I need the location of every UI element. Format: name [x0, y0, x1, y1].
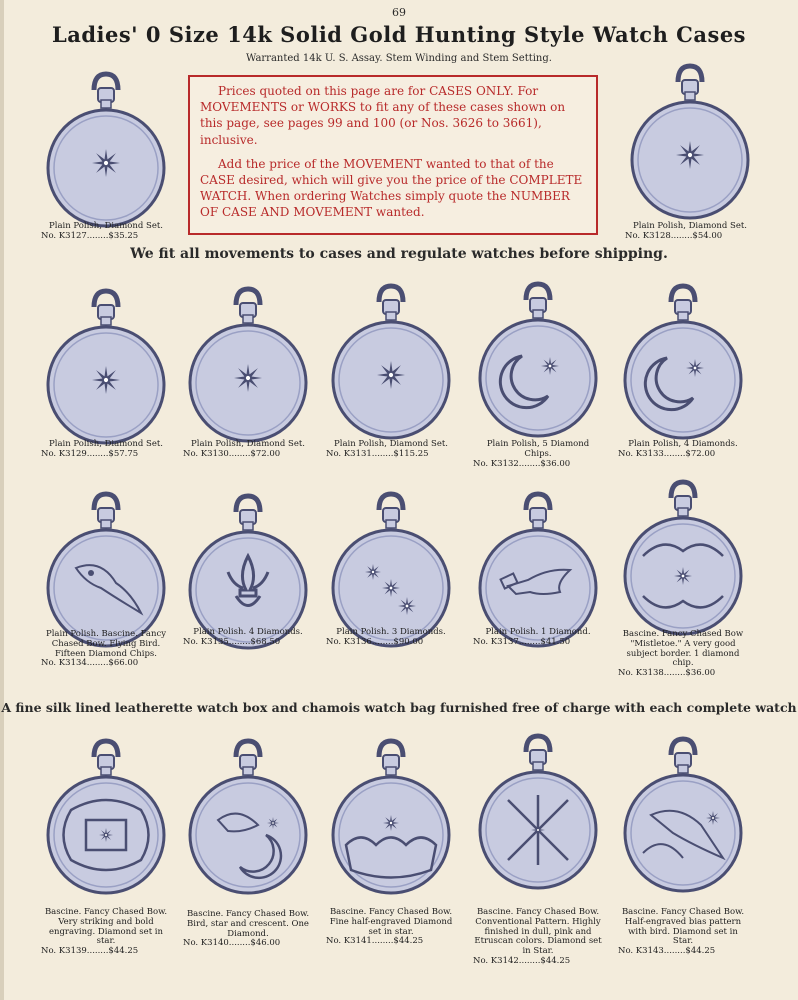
- watch-description: Bascine. Fancy Chased Bow. Half-engraved bias pattern with bird. Diamond set in Star.: [621, 907, 745, 947]
- watch-caption: [473, 440, 603, 469]
- watch-description: Plain Polish, Diamond Set.: [49, 439, 163, 449]
- watch-number-price: No. K3134........$66.00: [41, 658, 139, 669]
- watch-case-image: [331, 280, 451, 440]
- watch-description: Plain Polish. 3 Diamonds.: [336, 627, 446, 637]
- watch-case-image: [46, 488, 166, 648]
- watch-number-price: No. K3137........$41.50: [473, 636, 571, 647]
- page-number: 69: [392, 6, 406, 19]
- watch-description: Bascine. Fancy Chased Bow. Fine half-engraved Diamond set in star.: [329, 907, 453, 937]
- watch-number-price: No. K3127........$35.25: [41, 230, 139, 241]
- watch-caption: [473, 628, 603, 648]
- watch-case-image: [623, 733, 743, 893]
- watch-case-image: [630, 60, 750, 220]
- page-edge-shadow: [0, 0, 4, 1000]
- page-subtitle: Warranted 14k U. S. Assay. Stem Winding and Stem Setting.: [246, 53, 552, 64]
- watch-caption: [473, 908, 603, 967]
- watch-description: Plain Polish. 4 Diamonds.: [193, 627, 303, 637]
- watch-description: Plain Polish, 5 Diamond Chips.: [486, 439, 590, 459]
- watch-caption: [183, 628, 313, 648]
- watch-number-price: No. K3132........$36.00: [473, 458, 571, 469]
- watch-caption: [618, 908, 748, 957]
- watch-case-image: [331, 488, 451, 648]
- watch-caption: [183, 910, 313, 949]
- watch-caption: [41, 222, 171, 242]
- watch-number-price: No. K3142........$44.25: [473, 955, 571, 966]
- watch-case-image: [46, 285, 166, 445]
- page-title: Ladies' 0 Size 14k Solid Gold Hunting Style Watch Cases: [51, 22, 747, 47]
- watch-case-image: [478, 278, 598, 438]
- watch-caption: [618, 440, 748, 460]
- watch-description: Plain Polish, 4 Diamonds.: [628, 439, 738, 449]
- watch-description: Bascine. Fancy Chased Bow. Bird, star and crescent. One Diamond.: [186, 909, 310, 939]
- watch-caption: [41, 440, 171, 460]
- watch-caption: [41, 630, 171, 669]
- watch-case-image: [331, 735, 451, 895]
- watch-caption: [618, 630, 748, 679]
- watch-description: Plain Polish, Diamond Set.: [633, 221, 747, 231]
- cases-only-notice: [188, 75, 598, 235]
- watch-number-price: No. K3131........$115.25: [326, 448, 429, 459]
- watch-number-price: No. K3130........$72.00: [183, 448, 281, 459]
- watch-description: Plain Polish, Diamond Set.: [191, 439, 305, 449]
- watch-caption: [326, 628, 456, 648]
- notice-paragraph-1: Prices quoted on this page are for CASES ONLY. For MOVEMENTS or WORKS to fit any of these cases shown on this page, see pages 99 and 100 (or Nos. 3626 to 3661), inclusive.: [200, 84, 566, 147]
- watch-number-price: No. K3141........$44.25: [326, 936, 424, 947]
- watch-caption: [625, 222, 755, 242]
- watch-case-image: [188, 283, 308, 443]
- watch-description: Plain Polish, Diamond Set.: [49, 221, 163, 231]
- watch-number-price: No. K3136........$90.00: [326, 636, 424, 647]
- watch-number-price: No. K3140........$46.00: [183, 938, 281, 949]
- watch-caption: [41, 908, 171, 957]
- watch-number-price: No. K3143........$44.25: [618, 946, 716, 957]
- watch-case-image: [46, 68, 166, 228]
- watch-number-price: No. K3139........$44.25: [41, 946, 139, 957]
- watch-description: Plain Polish, Diamond Set.: [334, 439, 448, 449]
- watch-case-image: [623, 476, 743, 636]
- watch-number-price: No. K3133........$72.00: [618, 448, 716, 459]
- watch-caption: [183, 440, 313, 460]
- watch-description: Bascine. Fancy Chased Bow. Conventional Pattern. Highly finished in dull, pink and Etruscan colors. Diamond set in Star.: [474, 907, 602, 957]
- watch-description: Bascine. Fancy Chased Bow "Mistletoe." A very good subject border. 1 diamond chip.: [622, 629, 744, 669]
- watch-case-image: [188, 735, 308, 895]
- watch-case-image: [46, 735, 166, 895]
- watch-number-price: No. K3135........$68.50: [183, 636, 281, 647]
- watch-number-price: No. K3128........$54.00: [625, 230, 723, 241]
- notice-paragraph-2: Add the price of the MOVEMENT wanted to that of the CASE desired, which will give you the price of the COMPLETE WATCH. When ordering Watches simply quote the NUMBER OF CASE AND MOVEMENT wanted.: [200, 156, 583, 220]
- watch-case-image: [478, 730, 598, 890]
- watch-caption: [326, 440, 456, 460]
- watch-case-image: [188, 490, 308, 650]
- watch-number-price: No. K3129........$57.75: [41, 448, 139, 459]
- watch-box-banner: A fine silk lined leatherette watch box and chamois watch bag furnished free of charge with each complete watch: [1, 700, 797, 715]
- watch-caption: [326, 908, 456, 947]
- watch-description: Plain Polish. Bascine. Fancy Chased Bow. Flying Bird. Fifteen Diamond Chips.: [45, 629, 167, 659]
- fit-movements-banner: We fit all movements to cases and regulate watches before shipping.: [130, 246, 668, 262]
- watch-number-price: No. K3138........$36.00: [618, 668, 716, 679]
- watch-case-image: [623, 280, 743, 440]
- watch-case-image: [478, 488, 598, 648]
- watch-description: Bascine. Fancy Chased Bow. Very striking and bold engraving. Diamond set in star.: [44, 907, 168, 947]
- watch-description: Plain Polish. 1 Diamond.: [485, 627, 591, 637]
